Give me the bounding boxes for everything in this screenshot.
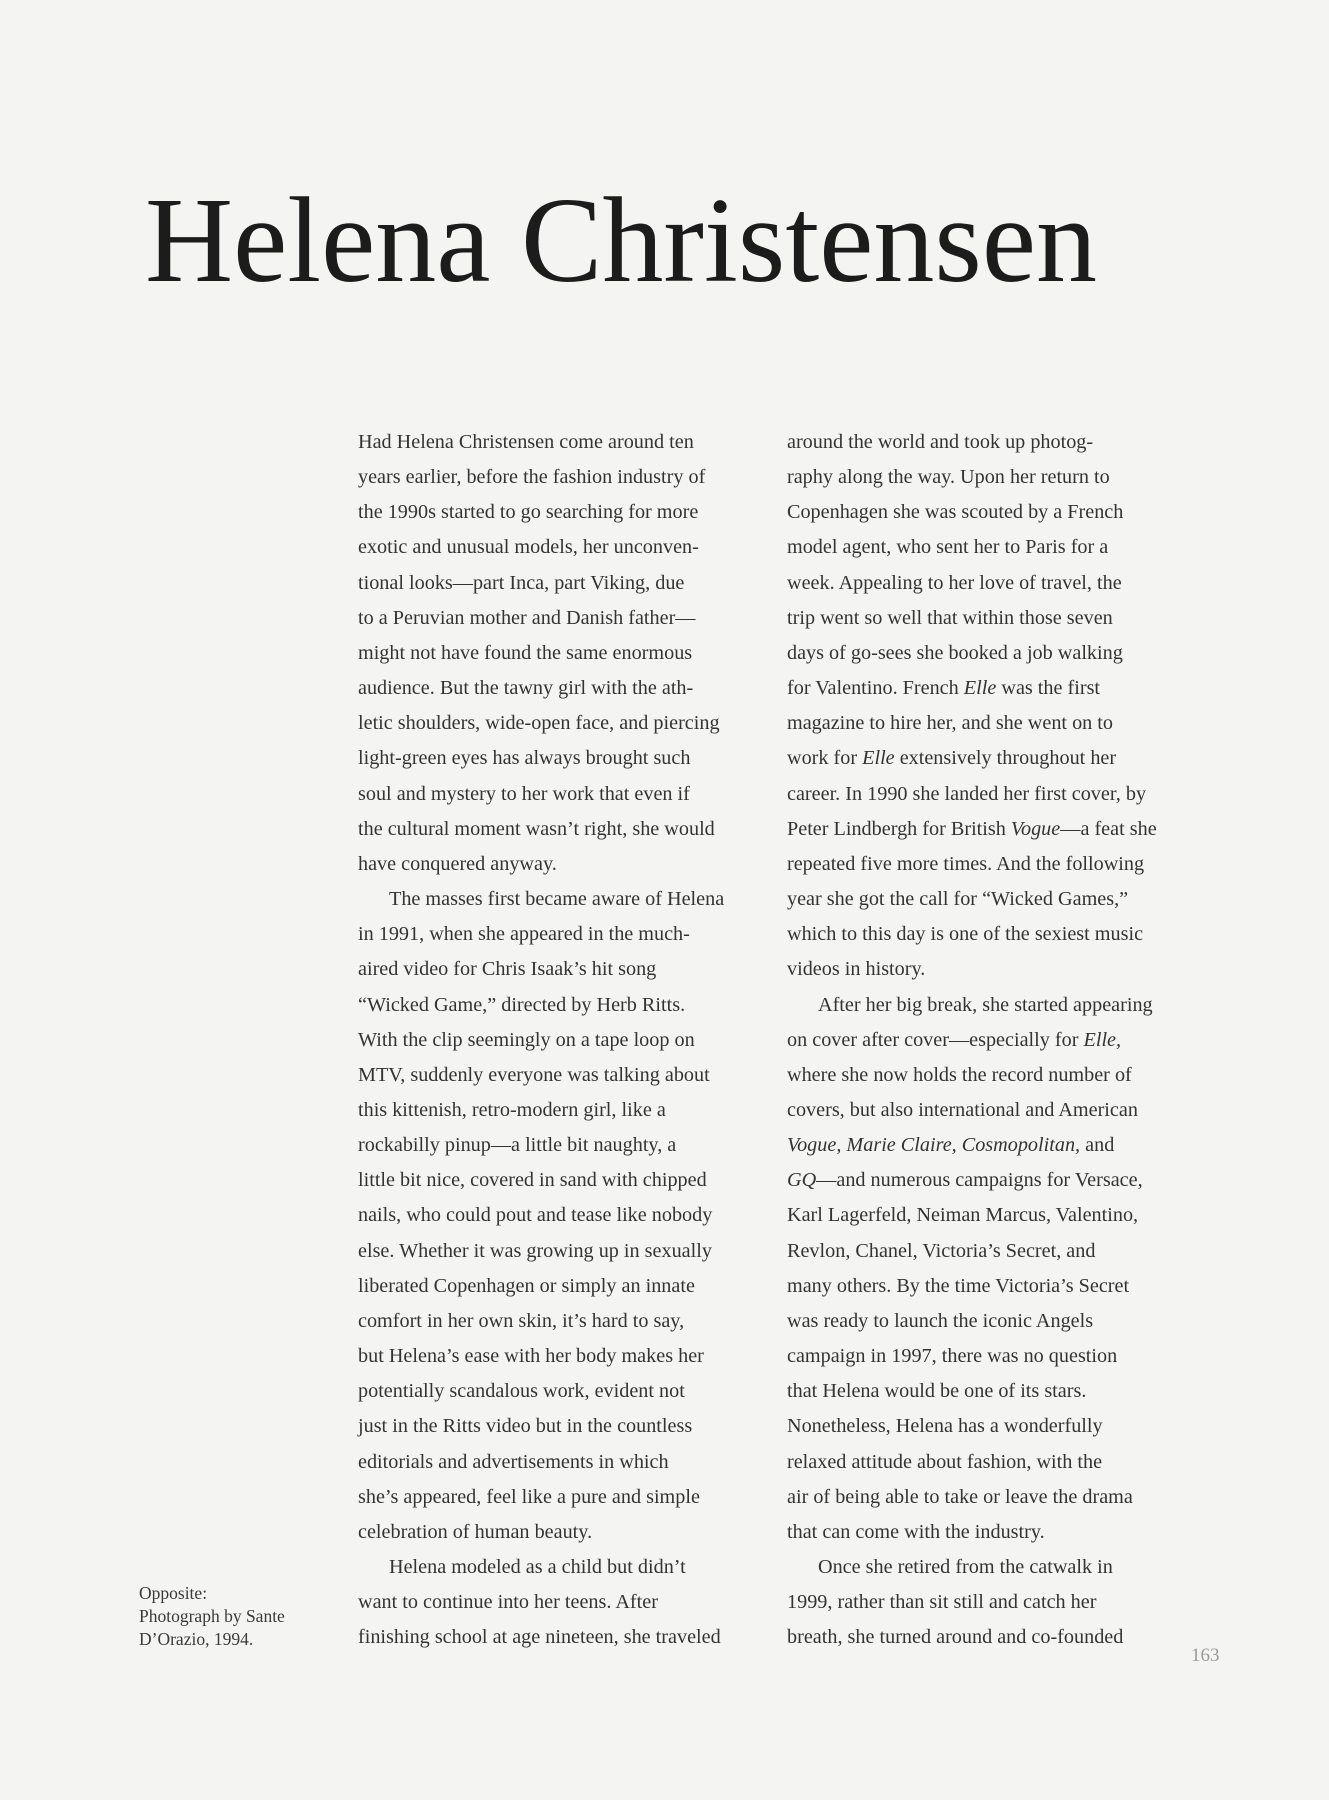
text-run: extensively throughout her bbox=[894, 747, 1117, 770]
text-line: breath, she turned around and co-founded bbox=[787, 1626, 1124, 1649]
text-line: Karl Lagerfeld, Neiman Marcus, Valentino, bbox=[787, 1204, 1139, 1227]
caption-line: Photograph by Sante bbox=[139, 1606, 285, 1626]
text-line: magazine to hire her, and she went on to bbox=[787, 712, 1114, 735]
page-title: Helena Christensen bbox=[145, 173, 1097, 308]
text-line: in 1991, when she appeared in the much- bbox=[358, 923, 690, 946]
text-line: was ready to launch the iconic Angels bbox=[787, 1309, 1094, 1332]
text-line: might not have found the same enormous bbox=[358, 641, 693, 664]
caption-line: D’Orazio, 1994. bbox=[139, 1629, 254, 1649]
text-line: soul and mystery to her work that even if bbox=[358, 782, 690, 805]
text-line: light-green eyes has always brought such bbox=[358, 747, 691, 770]
text-line: many others. By the time Victoria’s Secret bbox=[787, 1274, 1130, 1297]
text-line: this kittenish, retro-modern girl, like a bbox=[358, 1098, 666, 1121]
text-line: Had Helena Christensen come around ten bbox=[358, 431, 694, 453]
text-line: but Helena’s ease with her body makes her bbox=[358, 1345, 704, 1368]
text-line: week. Appealing to her love of travel, the bbox=[787, 571, 1122, 594]
text-line: tional looks—part Inca, part Viking, due bbox=[358, 571, 685, 594]
text-line: years earlier, before the fashion industry of bbox=[358, 466, 706, 489]
text-line: that Helena would be one of its stars. bbox=[787, 1380, 1087, 1403]
text-run: was the first bbox=[996, 677, 1101, 700]
text-run: for Valentino. French bbox=[787, 677, 964, 700]
text-line: around the world and took up photog- bbox=[787, 431, 1094, 453]
text-line: covers, but also international and American bbox=[787, 1098, 1138, 1121]
italic-title: Elle, bbox=[1083, 1028, 1122, 1051]
text-run: —and numerous campaigns for Versace, bbox=[816, 1169, 1143, 1192]
text-line: model agent, who sent her to Paris for a bbox=[787, 536, 1109, 559]
text-line: Helena modeled as a child but didn’t bbox=[389, 1556, 686, 1578]
text-line bbox=[787, 1163, 1197, 1198]
text-line bbox=[787, 1023, 1197, 1058]
text-line: Nonetheless, Helena has a wonderfully bbox=[787, 1415, 1103, 1438]
text-line: nails, who could pout and tease like nobody bbox=[358, 1204, 713, 1227]
text-line: Once she retired from the catwalk in bbox=[818, 1556, 1113, 1578]
text-line: Revlon, Chanel, Victoria’s Secret, and bbox=[787, 1239, 1096, 1262]
text-line: she’s appeared, feel like a pure and simple bbox=[358, 1485, 700, 1508]
text-line: the 1990s started to go searching for more bbox=[358, 501, 699, 524]
text-line: rockabilly pinup—a little bit naughty, a bbox=[358, 1134, 677, 1157]
text-run: Peter Lindbergh for British bbox=[787, 817, 1011, 840]
text-line bbox=[787, 1128, 1197, 1163]
text-line: that can come with the industry. bbox=[787, 1520, 1045, 1543]
italic-title: Elle bbox=[862, 747, 895, 770]
text-line: repeated five more times. And the following bbox=[787, 852, 1145, 875]
text-line: exotic and unusual models, her unconven- bbox=[358, 536, 699, 559]
text-line: editorials and advertisements in which bbox=[358, 1450, 669, 1473]
text-line: audience. But the tawny girl with the ath- bbox=[358, 677, 694, 700]
text-line: potentially scandalous work, evident not bbox=[358, 1380, 685, 1403]
text-line: just in the Ritts video but in the countless bbox=[358, 1415, 693, 1438]
text-line: career. In 1990 she landed her first cover, by bbox=[787, 782, 1147, 805]
text-line: have conquered anyway. bbox=[358, 852, 557, 875]
text-line: want to continue into her teens. After bbox=[358, 1591, 658, 1614]
text-run: work for bbox=[787, 747, 863, 770]
text-line: With the clip seemingly on a tape loop on bbox=[358, 1028, 695, 1051]
text-line: the cultural moment wasn’t right, she would bbox=[358, 817, 715, 840]
text-line: where she now holds the record number of bbox=[787, 1063, 1132, 1086]
text-line: trip went so well that within those seven bbox=[787, 606, 1113, 629]
text-line: else. Whether it was growing up in sexually bbox=[358, 1239, 712, 1262]
text-line: comfort in her own skin, it’s hard to say, bbox=[358, 1309, 685, 1332]
text-run: —a feat she bbox=[1060, 817, 1157, 840]
text-line: Copenhagen she was scouted by a French bbox=[787, 501, 1124, 524]
text-line: “Wicked Game,” directed by Herb Ritts. bbox=[358, 993, 686, 1016]
italic-title: GQ bbox=[787, 1169, 817, 1192]
text-line: little bit nice, covered in sand with chipped bbox=[358, 1169, 707, 1192]
text-line: to a Peruvian mother and Danish father— bbox=[358, 606, 696, 629]
text-line: finishing school at age nineteen, she traveled bbox=[358, 1626, 721, 1649]
text-line: videos in history. bbox=[787, 958, 926, 981]
text-line: After her big break, she started appearing bbox=[818, 993, 1153, 1016]
page-number: 163 bbox=[1191, 1645, 1220, 1666]
text-line bbox=[787, 812, 1197, 847]
italic-title: Elle bbox=[963, 677, 997, 700]
caption-line: Opposite: bbox=[139, 1583, 208, 1603]
text-line: 1999, rather than sit still and catch her bbox=[787, 1591, 1097, 1614]
text-line: letic shoulders, wide-open face, and piercing bbox=[358, 712, 720, 735]
italic-title: Vogue bbox=[1010, 817, 1061, 840]
text-line: relaxed attitude about fashion, with the bbox=[787, 1450, 1103, 1473]
text-line: celebration of human beauty. bbox=[358, 1520, 593, 1543]
text-line: The masses first became aware of Helena bbox=[389, 888, 725, 911]
text-line: liberated Copenhagen or simply an innate bbox=[358, 1274, 695, 1297]
text-line bbox=[787, 741, 1197, 776]
text-line: which to this day is one of the sexiest music bbox=[787, 923, 1144, 946]
text-line: air of being able to take or leave the drama bbox=[787, 1485, 1133, 1508]
text-line: MTV, suddenly everyone was talking about bbox=[358, 1063, 710, 1086]
text-line: aired video for Chris Isaak’s hit song bbox=[358, 958, 657, 981]
text-line: campaign in 1997, there was no question bbox=[787, 1345, 1118, 1368]
photo-caption bbox=[139, 1582, 285, 1651]
text-line: raphy along the way. Upon her return to bbox=[787, 466, 1110, 489]
text-line: days of go-sees she booked a job walking bbox=[787, 641, 1123, 664]
text-line: year she got the call for “Wicked Games,” bbox=[787, 888, 1129, 911]
text-line bbox=[787, 671, 1197, 706]
body-column-right bbox=[787, 425, 1197, 1655]
text-run: on cover after cover—especially for bbox=[787, 1028, 1084, 1051]
text-run: and bbox=[1080, 1134, 1115, 1157]
body-column-left bbox=[358, 425, 748, 1655]
italic-title: Vogue, Marie Claire, Cosmopolitan, bbox=[787, 1134, 1081, 1157]
